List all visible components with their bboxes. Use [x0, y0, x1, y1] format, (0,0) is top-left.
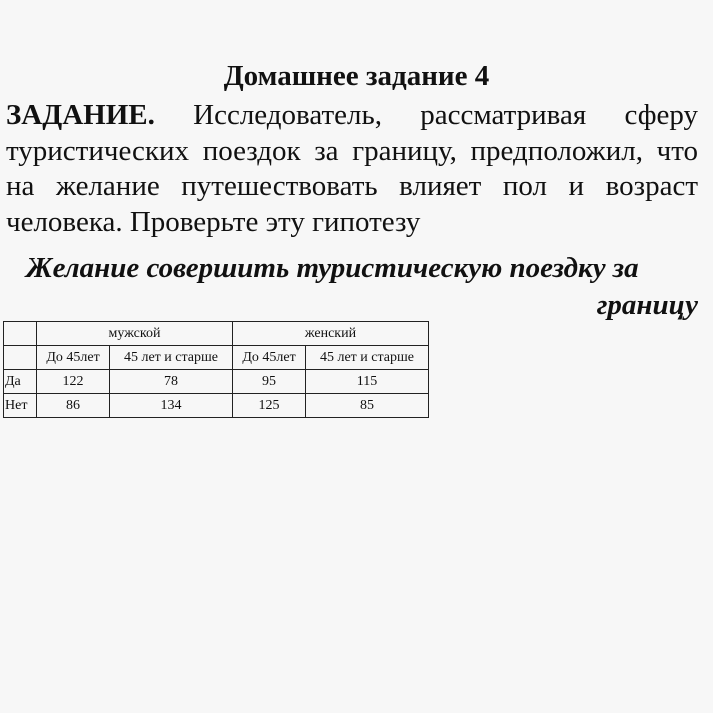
table-subheader-row — [4, 346, 429, 370]
table-row — [4, 370, 429, 394]
table-corner-cell — [4, 322, 37, 346]
table-cell: 134 — [110, 394, 233, 418]
table-subheader: 45 лет и старше — [110, 346, 233, 370]
table-caption-line-1: Желание совершить туристическую поездку за — [26, 252, 639, 284]
task-label: ЗАДАНИЕ. — [6, 99, 155, 131]
task-paragraph — [6, 98, 698, 240]
task-text: Исследователь, рассматривая сферу туристических поездок за границу, предположил, что на желание путешествовать влияет пол и возраст человека. Проверьте эту гипотезу — [6, 99, 698, 238]
table-cell: 125 — [233, 394, 306, 418]
table-group-female: женский — [233, 322, 429, 346]
table-subheader: До 45лет — [233, 346, 306, 370]
table-row-label: Да — [4, 370, 37, 394]
table-cell: 78 — [110, 370, 233, 394]
table-group-header-row — [4, 322, 429, 346]
table-subheader: До 45лет — [37, 346, 110, 370]
document-title: Домашнее задание 4 — [223, 60, 490, 92]
table-subheader: 45 лет и старше — [306, 346, 429, 370]
table-row-label: Нет — [4, 394, 37, 418]
table-group-male: мужской — [37, 322, 233, 346]
data-table — [3, 321, 429, 418]
table-corner-cell — [4, 346, 37, 370]
table-cell: 85 — [306, 394, 429, 418]
table-cell: 122 — [37, 370, 110, 394]
table-cell: 95 — [233, 370, 306, 394]
table-caption-line-2: границу — [596, 289, 698, 321]
table-cell: 86 — [37, 394, 110, 418]
table-row — [4, 394, 429, 418]
table-caption — [20, 250, 698, 324]
table-cell: 115 — [306, 370, 429, 394]
